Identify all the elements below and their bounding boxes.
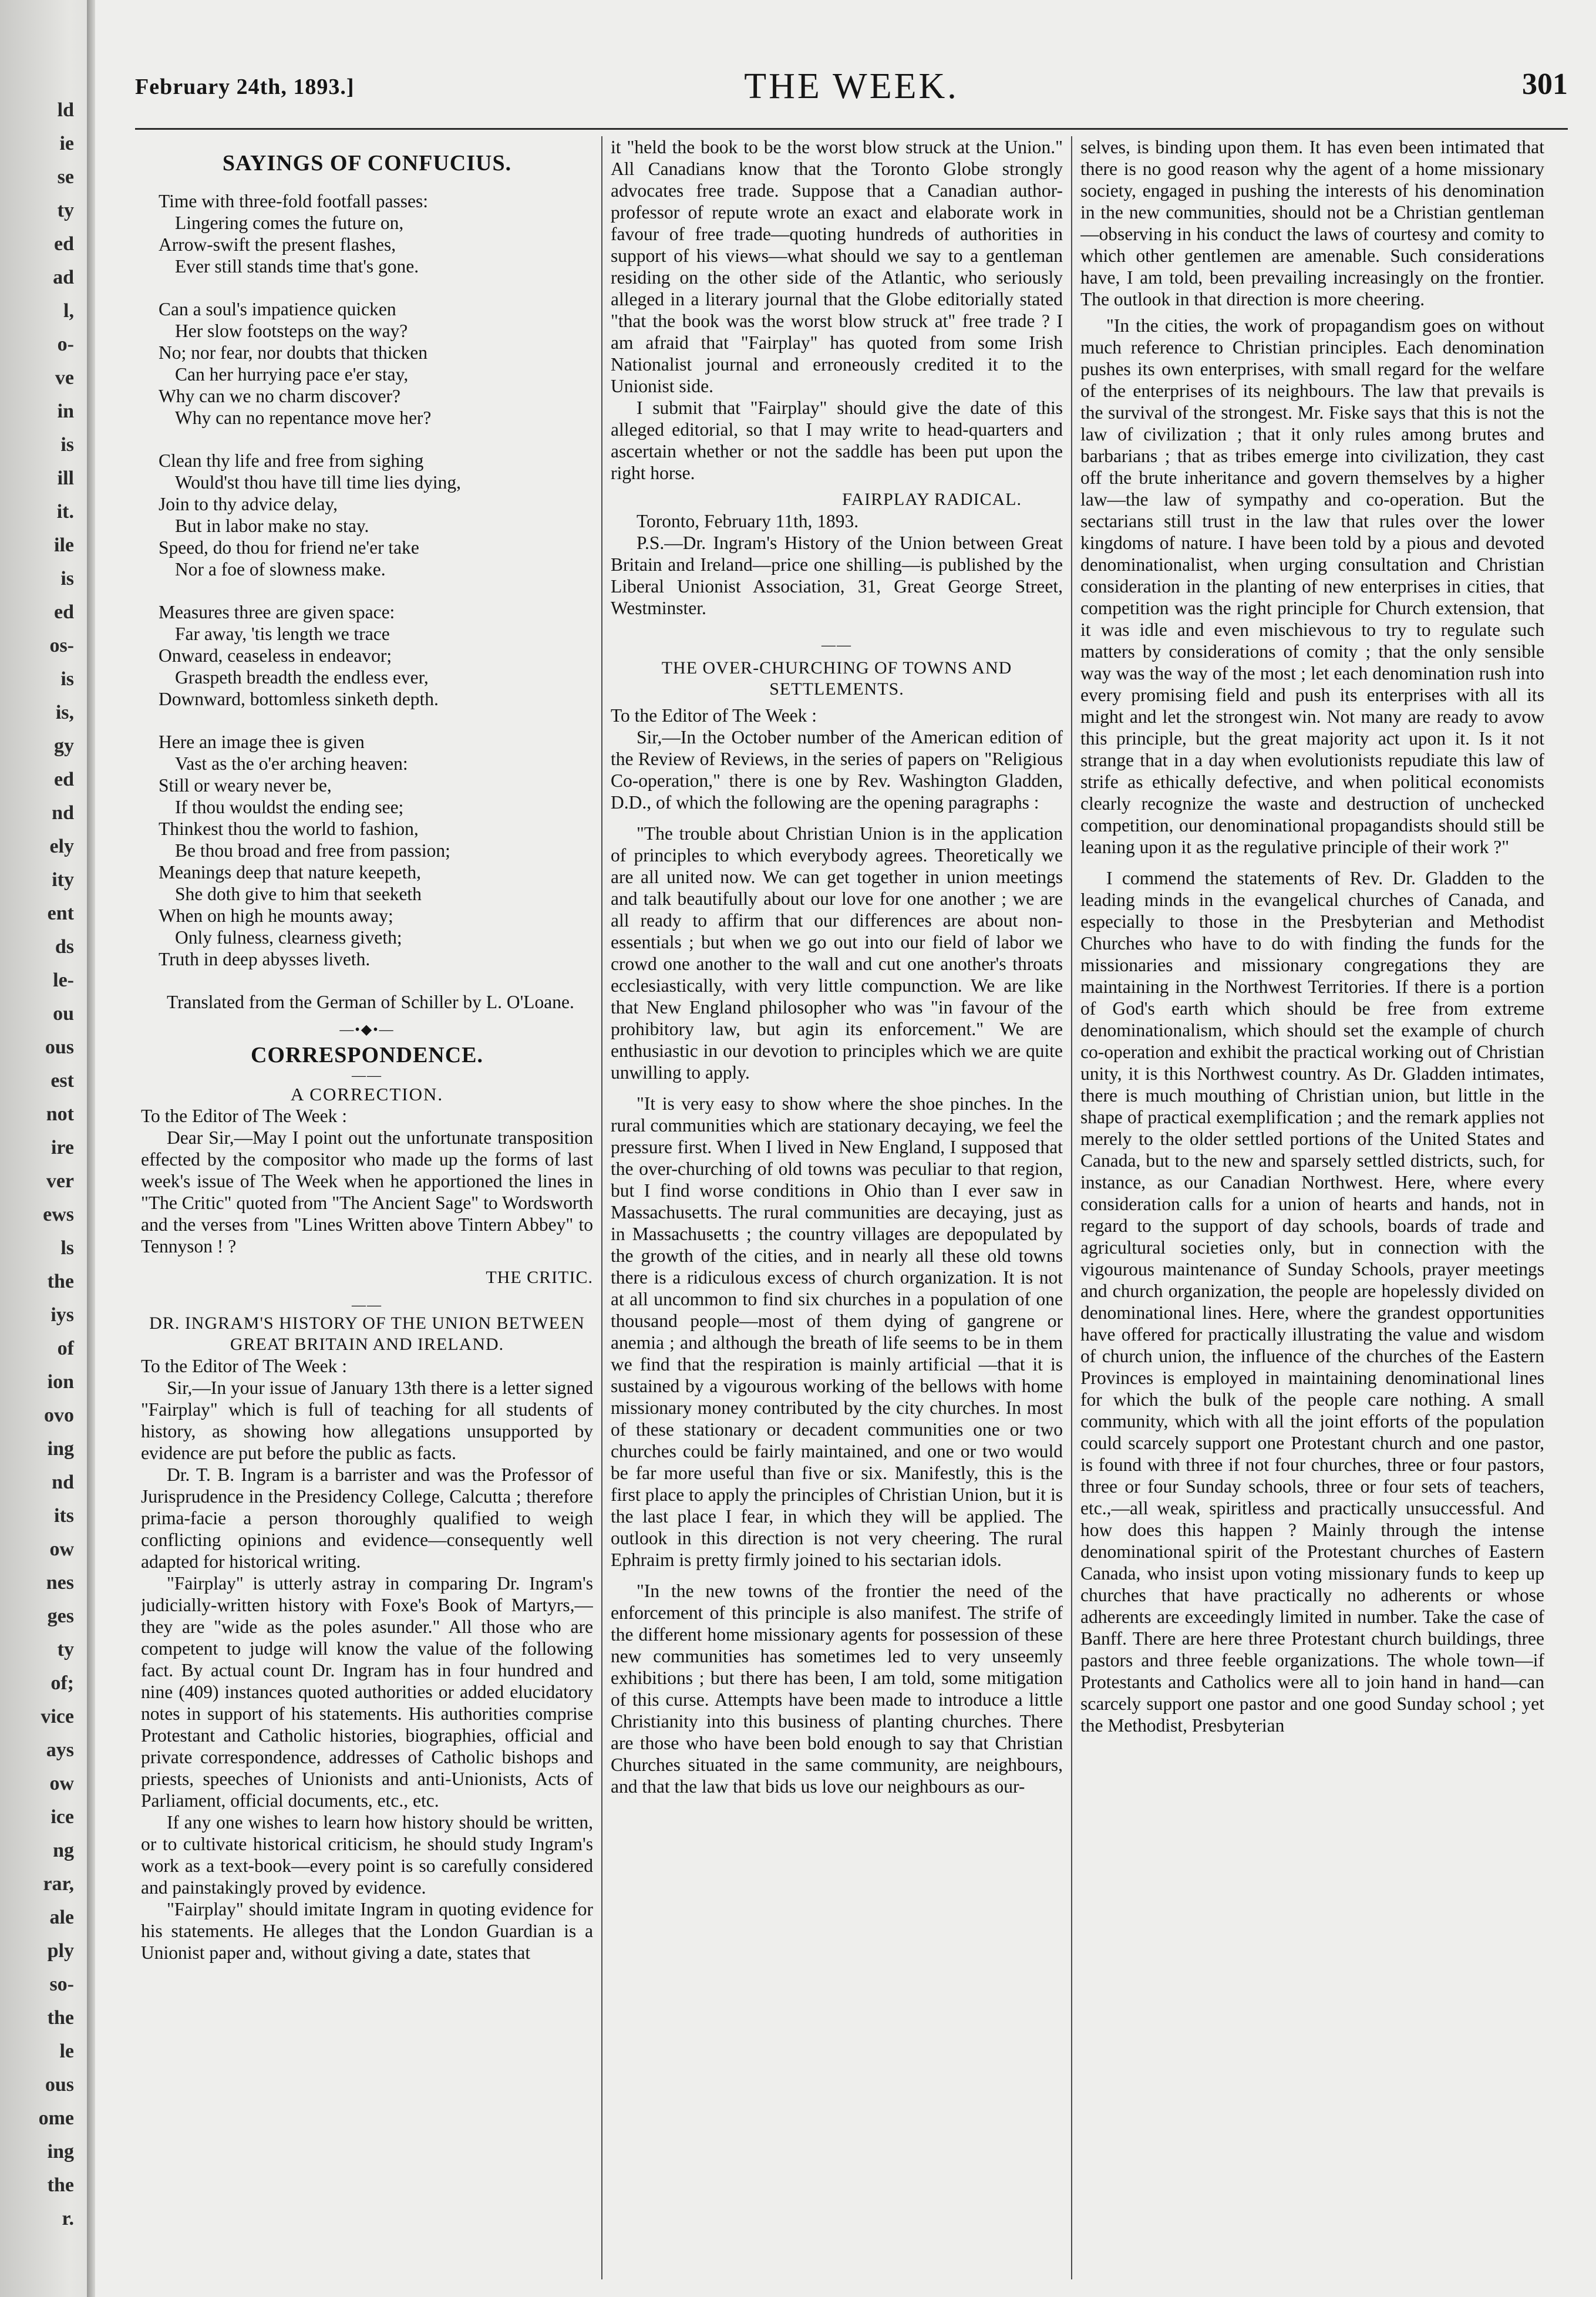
over-para: Sir,—In the October number of the American edition of the Review of Reviews, in the series of papers on "Religious Co-operation," there is one by Rev. Washington Gladden, D.D., of which the following are the opening paragraphs :: [611, 727, 1063, 813]
column-divider: [1071, 136, 1072, 2279]
poem-stanza: [159, 298, 593, 429]
facing-page-fragment: ty: [57, 1639, 74, 1661]
facing-page-fragment: ad: [53, 267, 74, 288]
facing-page-fragment: ion: [47, 1371, 74, 1393]
ingram-para: Sir,—In your issue of January 13th there is a letter signed "Fairplay" which is full of teaching for all students of history, as showing how allegations unsupported by evidence are put before the public as facts.: [141, 1377, 593, 1463]
facing-page-fragment: ity: [52, 869, 74, 891]
facing-page-fragment: of: [57, 1338, 74, 1359]
facing-page-fragment: os-: [49, 635, 74, 656]
facing-page-fragment: ews: [43, 1204, 74, 1225]
poem-line: When on high he mounts away;: [159, 905, 393, 926]
facing-page-fragment: nes: [46, 1572, 74, 1594]
facing-page-fragment: ow: [49, 1773, 74, 1794]
facing-page-fragment: est: [50, 1070, 74, 1092]
poem-title: SAYINGS OF CONFUCIUS.: [222, 151, 512, 176]
over-salutation: To the Editor of The Week :: [611, 705, 817, 726]
masthead-title: THE WEEK.: [744, 66, 959, 106]
poem-line: Downward, bottomless sinketh depth.: [159, 689, 439, 709]
poem-line: Lingering comes the future on,: [175, 213, 404, 233]
facing-page-fragment: ale: [49, 1907, 74, 1928]
poem-line: Graspeth breadth the endless ever,: [175, 667, 429, 688]
over-para: "The trouble about Christian Union is in the application of principles to which everybody agrees. Theoretically we are all united now. We can get together in union meetings and talk beautifully about our love for one another ; we are all ready to affirm that our differences are about non-essentials ; but when we go out into our field of labor we crowd one another to the wall and cut one another's throats ecclesiastically, with very little compunction. We are like that New England philosopher who was "in favour of the prohibitory law, but agin its enforcement." We are enthusiastic in our devotion to principles which we are quite unwilling to apply.: [611, 823, 1063, 1083]
poem-line: Clean thy life and free from sighing: [159, 450, 424, 471]
short-rule: ——: [821, 638, 852, 653]
poem-line: Time with three-fold footfall passes:: [159, 191, 429, 211]
poem-line: Only fulness, clearness giveth;: [175, 927, 402, 948]
article-para: I commend the statements of Rev. Dr. Gladden to the leading minds in the evangelical churches of Canada, and especially to those in the Presbyterian and Methodist Churches who have to do with finding the funds for the missionaries and missionary congregations they are maintaining in the Northwest Territories. If there is a portion of God's earth which should be free from extreme denominationalism, which should set the example of church co-operation and exhibit the practical working out of Christian unity, it is this Northwest country. As Dr. Gladden intimates, there is much mouthing of Christian union, but little in the shape of practical exemplification ; and the remark applies not merely to the older settled portions of the United States and Canada, but to the new and sparsely settled districts, such, for instance, as our Canadian Northwest. Here, where every consideration calls for a union of hearts and hands, not in regard to the support of day schools, boards of trade and agricultural societies only, but in connection with the vigourous maintenance of Sunday Schools, prayer meetings and church organization, the people are hopelessly divided on denominational lines. Here, where the grandest opportunities have offered for practically illustrating the value and wisdom of church union, the influence of the churches of the Eastern Provinces is employed in maintaining denominational lines for which the bulk of the people care nothing. A small community, which with all the joint efforts of the population could scarcely support one Protestant church and one pastor, is found with three if not four churches, three or four pastors, three or four Sunday schools, three or four sets of teachers, etc.,—all weak, spiritless and practically unsuccessful. And how does this happen ? Mainly through the intense denominational spirit of the Protestant churches of Eastern Canada, who insist upon voting missionary funds to keep up churches that have practically no adherents or whose adherents are exceedingly limited in number. Take the case of Banff. There are here three Protestant church buildings, three pastors and three feeble organizations. The whole town—if Protestants and Catholics were all to join hand in hand—can scarcely support one pastor and one good Sunday school ; yet the Methodist, Presbyterian: [1080, 868, 1544, 1736]
ingram-para: "Fairplay" should imitate Ingram in quoting evidence for his statements. He alleges that the London Guardian is a Unionist paper and, without giving a date, states that: [141, 1899, 593, 1963]
newspaper-page: [112, 0, 1580, 2297]
ingram-salutation: To the Editor of The Week :: [141, 1356, 348, 1376]
facing-page-fragment: ice: [50, 1806, 74, 1828]
facing-page-fragment: ome: [38, 2107, 74, 2129]
article-para: "In the cities, the work of propagandism goes on without much reference to Christian principles. Each denomination pushes its own enterprises, with small regard for the welfare of the enterprises of its neighbours. The law that prevails is the survival of the strongest. Mr. Fiske says that this is not the law of civilization ; that it only rules among brutes and barbarians ; that as tribes emerge into civilization, they cast off the brute inheritance and govern themselves by a higher law—the law of sympathy and co-operation. But the sectarians still trust in the law that rules over the lower kingdoms of nature. I have been told by a pious and devoted denominationalist, when urging consultation and Christian consideration in the planting of new enterprises in cities, that competition was the right principle for Church extension, that it was idle and even mischievous to try to regulate such matters by considerations of comity ; that the only sensible way was the way of the most ; let each denomination rush into every promising field and push its enterprises with all its might and let the strongest win. Not many are ready to avow this principle, but the great majority act upon it. Is it not strange that in a day when evolutionists repudiate this law of strife as ethically defective, and when political economists clearly recognize the waste and destruction of unchecked competition, our denominational propagandists should still be leaning upon it as the regulative principle of their work ?": [1080, 315, 1544, 857]
facing-page-fragment: ed: [54, 769, 74, 790]
poem-line: Join to thy advice delay,: [159, 494, 338, 514]
ingram-dateline: Toronto, February 11th, 1893.: [637, 511, 859, 531]
column-3: [1080, 136, 1544, 2279]
facing-page-fragment: se: [57, 166, 74, 188]
column-1: [141, 136, 593, 2279]
facing-page-fragment: ls: [60, 1237, 74, 1259]
facing-page-fragment: l,: [63, 300, 74, 322]
poem-line: Still or weary never be,: [159, 775, 332, 796]
facing-page-fragment: ely: [49, 836, 74, 857]
over-churching-title: THE OVER-CHURCHING OF TOWNS AND SETTLEMENTS.: [661, 658, 1012, 699]
correction-title: A CORRECTION.: [290, 1084, 444, 1104]
facing-page-fragment: its: [54, 1505, 74, 1527]
poem-line: Why can we no charm discover?: [159, 386, 400, 406]
facing-page-fragment: nd: [52, 1471, 74, 1493]
ingram-postscript: P.S.—Dr. Ingram's History of the Union between Great Britain and Ireland—price one shilling—is published by the Liberal Unionist Association, 31, Great George Street, Westminster.: [611, 533, 1063, 618]
poem-line: Far away, 'tis length we trace: [175, 624, 390, 644]
short-rule: ——: [352, 1298, 382, 1313]
poem-line: Measures three are given space:: [159, 602, 395, 622]
book-spine: [87, 0, 95, 2297]
poem-line: No; nor fear, nor doubts that thicken: [159, 342, 427, 363]
ingram-para: If any one wishes to learn how history should be written, or to cultivate historical criticism, he should study Ingram's work as a text-book—every point is so carefully considered and painstakingly proved by evidence.: [141, 1812, 593, 1898]
section-separator: —•◆•—: [339, 1022, 395, 1038]
facing-page-fragment: the: [47, 1271, 74, 1292]
facing-page-fragment: le-: [53, 969, 74, 991]
poem-line: Can her hurrying pace e'er stay,: [175, 364, 409, 385]
facing-page-fragment: rar,: [43, 1873, 74, 1895]
over-para: "In the new towns of the frontier the need of the enforcement of this principle is also manifest. The strife of the different home missionary agents for possession of these new communities has sometimes led to very unseemly exhibitions ; but there has been, I am told, some mitigation of this curse. Attempts have been made to introduce a little Christianity into this business of planting churches. There are those who have been bold enough to say that Christian Churches situated in the same community, are neighbours, and that the law that bids us love our neighbours as our-: [611, 1581, 1063, 1797]
facing-page-fragment: ty: [57, 200, 74, 221]
facing-page-fragment: is: [60, 434, 74, 456]
facing-page-fragment: ing: [47, 2141, 74, 2163]
poem-stanza: [159, 731, 593, 970]
facing-page-fragment: r.: [62, 2208, 74, 2229]
facing-page-fragment: ds: [55, 936, 74, 958]
correction-body: Dear Sir,—May I point out the unfortunate transposition effected by the compositor who made up the forms of last week's issue of The Week when he apportioned the lines in "The Critic" quoted from "The Ancient Sage" to Wordsworth and the verses from "Lines Written above Tintern Abbey" to Tennyson ! ?: [141, 1127, 593, 1257]
ingram-signature: FAIRPLAY RADICAL.: [842, 490, 1022, 509]
ingram-letter-title: DR. INGRAM'S HISTORY OF THE UNION BETWEEN GREAT BRITAIN AND IRELAND.: [149, 1313, 585, 1354]
facing-page-fragment: ed: [54, 233, 74, 255]
facing-page-fragment: iys: [50, 1304, 74, 1326]
poem-line: Onward, ceaseless in endeavor;: [159, 645, 392, 666]
facing-page-fragment: o-: [57, 334, 74, 355]
facing-page-fragment: ovo: [44, 1405, 74, 1426]
facing-page-fragment: ng: [53, 1840, 74, 1861]
poem-line: Nor a foe of slowness make.: [175, 559, 386, 580]
facing-page-fragment: ile: [54, 534, 74, 556]
facing-page-fragment: vice: [41, 1706, 74, 1727]
facing-page-fragment: ve: [55, 367, 74, 389]
poem-stanza: [159, 190, 593, 277]
facing-page-fragment: ply: [47, 1940, 74, 1962]
over-para: "It is very easy to show where the shoe pinches. In the rural communities which are stationary decaying, we feel the pressure first. When I lived in New England, I supposed that the over-churching of old towns was peculiar to that region, but I find worse conditions in Ohio than I ever saw in Massachusetts. The rural communities are decaying, just as in Massachusetts ; the country villages are depopulated by the growth of the cities, and in nearly all these old towns there is a ridiculous excess of church organization. It is not at all uncommon to find six churches in a population of one thousand people—most of them dying of gangrene or anemia ; and although the breath of life seems to be in them we find that the respiration is mainly artificial —that it is sustained by a vigourous working of the bellows with home missionary money contributed by the city churches. In most of these stationary or decadent communities one or two churches could be fairly maintained, and one or two would be far more useful than five or six. Manifestly, this is the first place to apply the principles of Christian Union, but it is the last place I fear, in which they will be applied. The outlook in this direction is not very cheering. The rural Ephraim is pretty firmly joined to his sectarian idols.: [611, 1093, 1063, 1570]
left-page-gutter: [0, 0, 87, 2297]
facing-page-fragment: ire: [50, 1137, 74, 1158]
poem-body: [159, 190, 593, 970]
facing-page-fragment: in: [57, 400, 74, 422]
facing-page-fragment: ays: [46, 1739, 74, 1761]
poem-line: Why can no repentance move her?: [175, 407, 432, 428]
page-number: 301: [1522, 68, 1568, 101]
facing-page-fragment: le: [59, 2040, 74, 2062]
poem-line: Truth in deep abysses liveth.: [159, 949, 371, 969]
poem-line: Arrow-swift the present flashes,: [159, 234, 396, 255]
facing-page-fragment: ges: [47, 1605, 74, 1627]
poem-stanza: [159, 450, 593, 580]
correction-salutation: To the Editor of The Week :: [141, 1106, 348, 1126]
page-header: [135, 66, 1568, 124]
poem-stanza: [159, 601, 593, 710]
facing-page-fragment: ie: [59, 133, 74, 154]
poem-line: Ever still stands time that's gone.: [175, 256, 419, 277]
facing-page-fragment: is: [60, 668, 74, 690]
poem-line: Her slow footsteps on the way?: [175, 321, 408, 341]
facing-page-fragment: gy: [54, 735, 74, 757]
column-divider: [601, 136, 602, 2279]
facing-page-fragment: ill: [57, 467, 74, 489]
poem-line: Meanings deep that nature keepeth,: [159, 862, 421, 883]
facing-page-fragment: not: [46, 1103, 74, 1125]
facing-page-fragment: ou: [53, 1003, 74, 1025]
facing-page-fragment: ver: [46, 1170, 74, 1192]
facing-page-fragment: ous: [45, 2074, 74, 2096]
poem-line: Speed, do thou for friend ne'er take: [159, 537, 419, 558]
ingram-para: "Fairplay" is utterly astray in comparing Dr. Ingram's judicially-written history with Foxe's Book of Martyrs,—they are "wide as the poles asunder." All those who are competent to judge will know the value of the following fact. By actual count Dr. Ingram has in four hundred and nine (409) instances quoted authorities or added elucidatory notes in support of his statements. His authorities comprise Protestant and Catholic histories, biographies, official and private correspondence, addresses of Catholic bishops and priests, speeches of Unionists and anti-Unionists, Acts of Parliament, official documents, etc., etc.: [141, 1573, 593, 1811]
facing-page-fragment: of;: [50, 1672, 74, 1694]
article-para: selves, is binding upon them. It has even been intimated that there is no good reason why the agent of a home missionary society, engaged in pushing the interests of his denomination in the new communities, should not be a Christian gentleman—observing in his conduct the laws of courtesy and comity to which other gentlemen are amenable. Such considerations have, I am told, been prevailing increasingly on the frontier. The outlook in that direction is more cheering.: [1080, 137, 1544, 309]
facing-page-fragment: ow: [49, 1538, 74, 1560]
ingram-cont-para: it "held the book to be the worst blow struck at the Union." All Canadians know that the Toronto Globe strongly advocates free trade. Suppose that a Canadian author-professor of repute wrote an exact and elaborate work in favour of free trade—quoting hundreds of authorities in support of his views—what should we say to a gentleman residing on the other side of the Atlantic, who seriously alleged in a literary journal that the Globe editorially stated "that the book was the worst blow struck at" free trade ? I am afraid that "Fairplay" has quoted from some Irish Nationalist journal and erroneously credited it to the Unionist side.: [611, 137, 1063, 396]
header-rule: [135, 128, 1568, 130]
short-rule: ——: [352, 1068, 382, 1083]
poem-line: If thou wouldst the ending see;: [175, 797, 404, 817]
facing-page-fragment: nd: [52, 802, 74, 824]
facing-page-fragment: ed: [54, 601, 74, 623]
correspondence-heading: CORRESPONDENCE.: [250, 1043, 484, 1067]
poem-line: She doth give to him that seeketh: [175, 884, 422, 904]
facing-page-fragment: is: [60, 568, 74, 590]
correction-signature: THE CRITIC.: [486, 1268, 593, 1287]
ingram-cont-para: I submit that "Fairplay" should give the date of this alleged editorial, so that I may write to head-quarters and ascertain whether or not the saddle has been put upon the right horse.: [611, 398, 1063, 483]
facing-page-fragment: ous: [45, 1036, 74, 1058]
header-date: February 24th, 1893.]: [135, 75, 355, 99]
poem-line: Here an image thee is given: [159, 732, 365, 752]
facing-page-fragment: the: [47, 2174, 74, 2196]
column-2: [611, 136, 1063, 2279]
poem-line: Would'st thou have till time lies dying,: [175, 472, 461, 493]
facing-page-fragment: so-: [49, 1973, 74, 1995]
facing-page-fragment: ent: [47, 902, 74, 924]
facing-page-fragment: it.: [56, 501, 74, 523]
poem-line: Vast as the o'er arching heaven:: [175, 753, 408, 774]
facing-page-fragment: the: [47, 2007, 74, 2029]
facing-page-fragment: ld: [57, 99, 74, 121]
facing-page-fragment: is,: [55, 702, 74, 723]
facing-page-fragment: ing: [47, 1438, 74, 1460]
ingram-para: Dr. T. B. Ingram is a barrister and was the Professor of Jurisprudence in the Presidency College, Calcutta ; therefore prima-facie a person thoroughly qualified to weigh conflicting opinions and evidence—consequently well adapted for historical writing.: [141, 1464, 593, 1572]
poem-credit: Translated from the German of Schiller by L. O'Loane.: [167, 992, 574, 1012]
poem-line: Can a soul's impatience quicken: [159, 299, 396, 319]
poem-line: Thinkest thou the world to fashion,: [159, 819, 419, 839]
poem-line: But in labor make no stay.: [175, 516, 369, 536]
poem-line: Be thou broad and free from passion;: [175, 840, 450, 861]
